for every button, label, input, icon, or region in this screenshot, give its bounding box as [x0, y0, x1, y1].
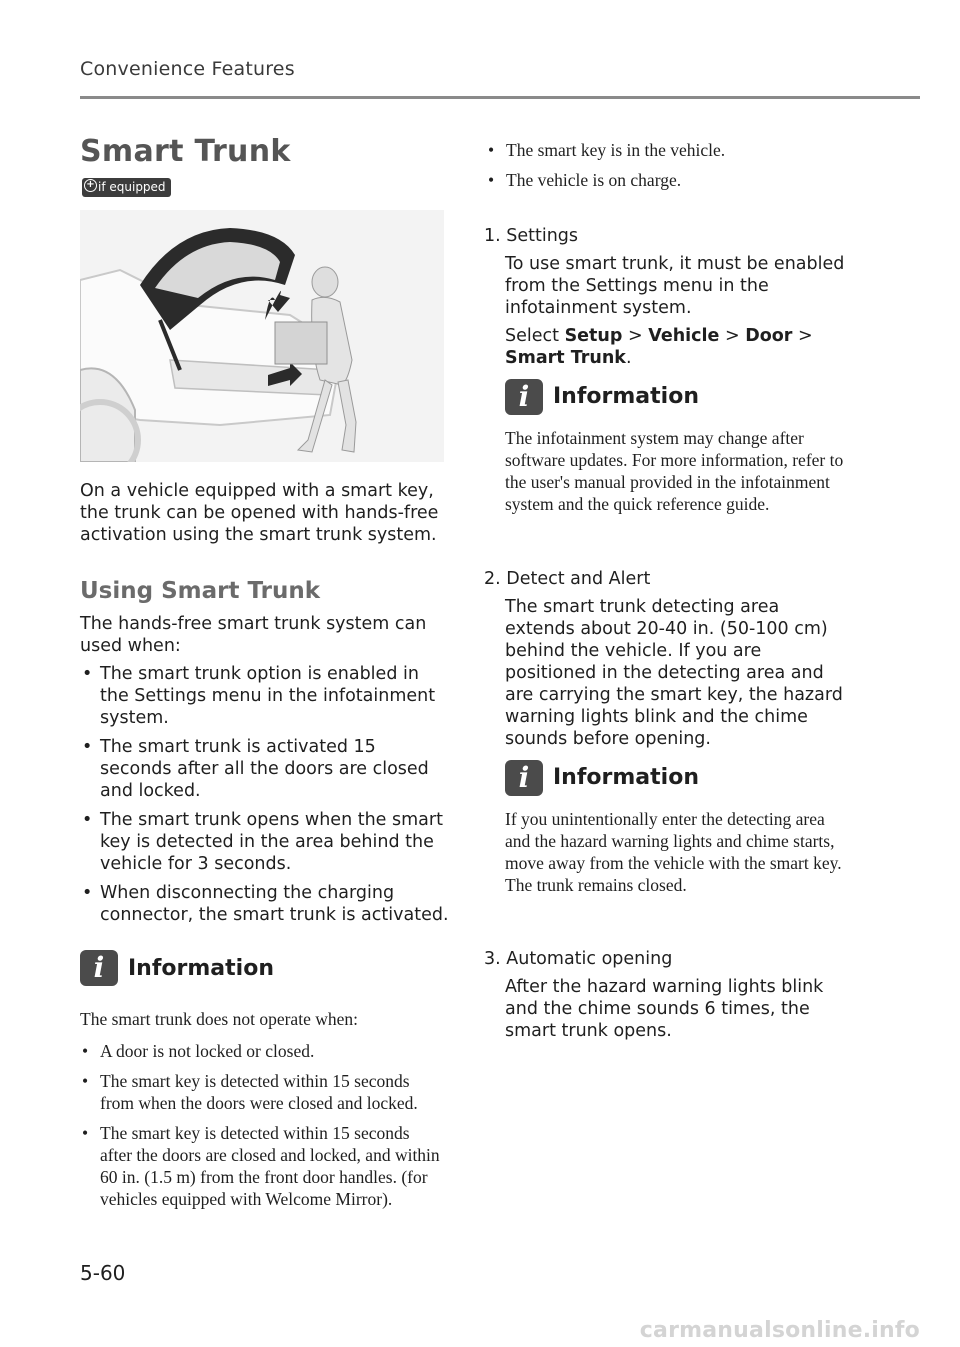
- header-rule: [80, 96, 920, 99]
- list-item: • When disconnecting the charging connector, the smart trunk is activated.: [80, 882, 450, 926]
- smart-trunk-illustration: [80, 210, 444, 462]
- menu-path: [505, 325, 849, 369]
- information-title: Information: [553, 765, 699, 790]
- information-icon: i: [505, 760, 543, 796]
- information-icon: i: [505, 379, 543, 415]
- menu-path-smart-trunk: Smart Trunk: [505, 348, 626, 368]
- information-box: [80, 950, 445, 1218]
- conditions-list: [80, 663, 450, 933]
- information-title: Information: [128, 955, 274, 981]
- list-item: • The smart trunk is activated 15 seconds after all the doors are closed and locked.: [80, 736, 450, 802]
- menu-path-separator: >: [627, 326, 643, 346]
- information-header: [505, 760, 849, 796]
- list-item: • The smart key is detected within 15 seconds after the doors are closed and locked, and within 60 in. (1.5 m) from the front door handles. (for vehicles equipped with Welcome Mirror).: [80, 1122, 445, 1210]
- list-item: • A door is not locked or closed.: [80, 1040, 445, 1062]
- if-equipped-badge: [82, 178, 171, 197]
- using-lead: The hands-free smart trunk system can used when:: [80, 614, 427, 656]
- select-prefix: Select: [505, 326, 559, 346]
- step-description: After the hazard warning lights blink and the chime sounds 6 times, the smart trunk opens.: [505, 977, 824, 1041]
- information-text: The infotainment system may change after software updates. For more information, refer to the user's manual provided in the infotainment system and the quick reference guide.: [505, 428, 844, 514]
- step-detect-and-alert: [484, 568, 849, 896]
- list-item: • The smart key is in the vehicle.: [486, 139, 846, 161]
- section-heading-using-smart-trunk: Using Smart Trunk: [80, 578, 321, 604]
- information-box: [484, 760, 849, 896]
- step-title: 3. Automatic opening: [484, 949, 673, 969]
- menu-path-period: .: [625, 348, 632, 368]
- step-settings: [484, 225, 849, 515]
- step-title: 1. Settings: [484, 226, 579, 246]
- list-item: • The smart key is detected within 15 seconds from when the doors were closed and locked.: [80, 1070, 445, 1114]
- information-header: [80, 950, 445, 986]
- step-body: [484, 976, 849, 1042]
- trunk-illustration-graphic: [80, 210, 444, 462]
- list-item: • The smart trunk opens when the smart key is detected in the area behind the vehicle for 3 seconds.: [80, 809, 450, 875]
- menu-path-separator: >: [724, 326, 740, 346]
- list-item: • The smart trunk option is enabled in the Settings menu in the infotainment system.: [80, 663, 450, 729]
- step-automatic-opening: [484, 948, 849, 1048]
- step-description: To use smart trunk, it must be enabled from the Settings menu in the infotainment system.: [505, 254, 845, 318]
- page-title: Smart Trunk: [80, 134, 291, 169]
- step-body: [484, 253, 849, 369]
- list-item: • The vehicle is on charge.: [486, 169, 846, 191]
- plus-icon: +: [84, 179, 97, 192]
- watermark: carmanualsonline.info: [639, 1318, 920, 1343]
- step-description: The smart trunk detecting area extends about 20-40 in. (50-100 cm) behind the vehicle. If you are positioned in the detecting area and are carrying the smart key, the hazard warning lights blink and the chime sounds before opening.: [505, 597, 843, 749]
- intro-paragraph: On a vehicle equipped with a smart key, the trunk can be opened with hands-free activation using the smart trunk system.: [80, 481, 439, 545]
- information-list: [80, 1040, 445, 1210]
- continued-conditions-list: [486, 139, 846, 199]
- step-body: [484, 596, 849, 750]
- running-header: Convenience Features: [80, 58, 295, 80]
- badge-label: if equipped: [98, 180, 166, 194]
- information-box: [484, 379, 849, 515]
- step-title: 2. Detect and Alert: [484, 569, 651, 589]
- information-title: Information: [553, 384, 699, 409]
- page-number: 5-60: [80, 1261, 126, 1285]
- information-icon: i: [80, 950, 118, 986]
- menu-path-door: Door: [745, 326, 793, 346]
- information-text: If you unintentionally enter the detecting area and the hazard warning lights and chime starts, move away from the vehicle with the smart key. The trunk remains closed.: [505, 809, 842, 895]
- information-header: [505, 379, 849, 415]
- menu-path-separator: >: [798, 326, 813, 346]
- menu-path-vehicle: Vehicle: [648, 326, 720, 346]
- information-lead: The smart trunk does not operate when:: [80, 1009, 358, 1029]
- menu-path-setup: Setup: [564, 326, 623, 346]
